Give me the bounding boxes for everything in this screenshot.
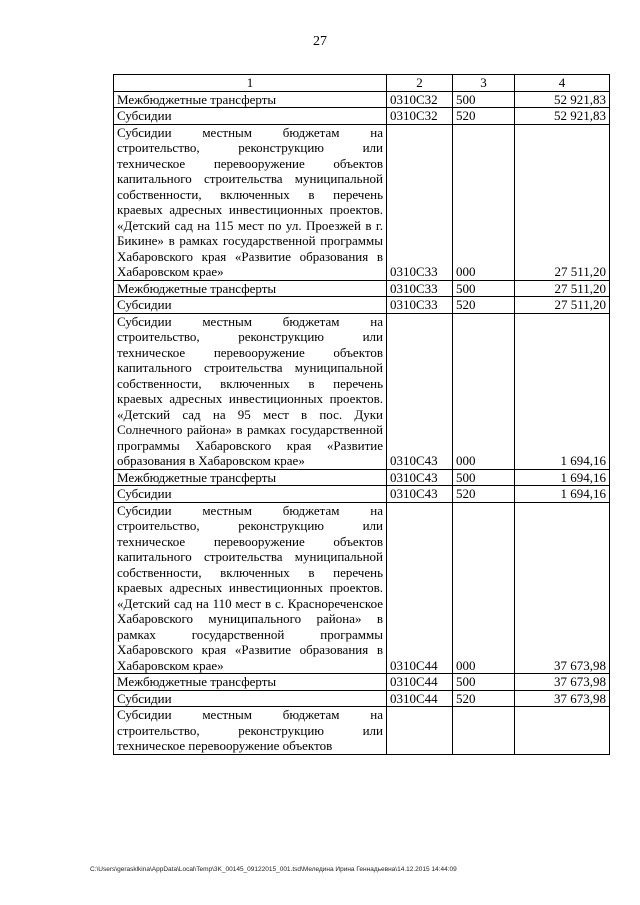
table-row [114, 469, 610, 486]
header-col-1: 1 [114, 75, 387, 92]
row-expense-type-cell: 520 [453, 690, 515, 707]
row-name-cell: Субсидии местным бюджетам на строительство, реконструкцию или техническое перевооружение объектов [114, 707, 387, 755]
row-name-cell: Межбюджетные трансферты [114, 280, 387, 297]
page-number: 27 [313, 34, 327, 49]
table-row [114, 280, 610, 297]
budget-table [113, 74, 610, 755]
row-expense-type-cell: 000 [453, 124, 515, 280]
file-path-footer: C:\Users\gerasklkina\AppData\Local\Temp\3K_00145_09122015_001.tsd\Меледина Ирина Геннадьевна\14.12.2015 14:44:09 [90, 866, 457, 873]
table-row [114, 91, 610, 108]
row-sum-cell: 37 673,98 [515, 502, 610, 674]
row-code-cell [387, 707, 453, 755]
row-sum-cell: 27 511,20 [515, 280, 610, 297]
row-code-cell: 0310С32 [387, 108, 453, 125]
row-expense-type-cell: 500 [453, 91, 515, 108]
row-expense-type-cell: 520 [453, 297, 515, 314]
row-expense-type-cell: 500 [453, 469, 515, 486]
row-code-cell: 0310С44 [387, 674, 453, 691]
row-code-cell: 0310С32 [387, 91, 453, 108]
row-name-cell: Межбюджетные трансферты [114, 674, 387, 691]
row-code-cell: 0310С43 [387, 313, 453, 469]
row-sum-cell [515, 707, 610, 755]
row-sum-cell: 52 921,83 [515, 108, 610, 125]
row-sum-cell: 1 694,16 [515, 486, 610, 503]
row-name-cell: Субсидии [114, 108, 387, 125]
table-row [114, 502, 610, 674]
table-row [114, 486, 610, 503]
row-code-cell: 0310С33 [387, 124, 453, 280]
row-name-cell: Межбюджетные трансферты [114, 91, 387, 108]
row-code-cell: 0310С33 [387, 297, 453, 314]
row-expense-type-cell: 520 [453, 108, 515, 125]
row-expense-type-cell: 500 [453, 674, 515, 691]
row-sum-cell: 37 673,98 [515, 690, 610, 707]
row-sum-cell: 27 511,20 [515, 124, 610, 280]
header-col-4: 4 [515, 75, 610, 92]
row-name-cell: Субсидии местным бюджетам на строительство, реконструкцию или техническое перевооружение объектов капитального строительства муниципальной собственности, включенных в перечень краевых адресных инвестиционных проектов. «Детский сад на 115 мест по ул. Проезжей в г. Бикине» в рамках государственной программы Хабаровского края «Развитие образования в Хабаровском крае» [114, 124, 387, 280]
row-name-cell: Субсидии [114, 486, 387, 503]
row-code-cell: 0310С33 [387, 280, 453, 297]
row-sum-cell: 27 511,20 [515, 297, 610, 314]
row-name-cell: Субсидии [114, 690, 387, 707]
row-expense-type-cell [453, 707, 515, 755]
header-col-2: 2 [387, 75, 453, 92]
row-expense-type-cell: 500 [453, 280, 515, 297]
header-col-3: 3 [453, 75, 515, 92]
row-sum-cell: 1 694,16 [515, 313, 610, 469]
row-name-cell: Субсидии [114, 297, 387, 314]
row-code-cell: 0310С43 [387, 486, 453, 503]
row-code-cell: 0310С44 [387, 502, 453, 674]
row-name-cell: Межбюджетные трансферты [114, 469, 387, 486]
row-code-cell: 0310С44 [387, 690, 453, 707]
table-row [114, 124, 610, 280]
row-sum-cell: 1 694,16 [515, 469, 610, 486]
row-sum-cell: 37 673,98 [515, 674, 610, 691]
row-expense-type-cell: 000 [453, 313, 515, 469]
row-name-cell: Субсидии местным бюджетам на строительство, реконструкцию или техническое перевооружение объектов капитального строительства муниципальной собственности, включенных в перечень краевых адресных инвестиционных проектов. «Детский сад на 110 мест в с. Краснореченское Хабаровского муниципального района» в рамках государственной программы Хабаровского края «Развитие образования в Хабаровском крае» [114, 502, 387, 674]
table-row [114, 690, 610, 707]
row-expense-type-cell: 520 [453, 486, 515, 503]
row-name-cell: Субсидии местным бюджетам на строительство, реконструкцию или техническое перевооружение объектов капитального строительства муниципальной собственности, включенных в перечень краевых адресных инвестиционных проектов. «Детский сад на 95 мест в пос. Дуки Солнечного района» в рамках государственной программы Хабаровского края «Развитие образования в Хабаровском крае» [114, 313, 387, 469]
table-row [114, 313, 610, 469]
table-header-row [114, 75, 610, 92]
table-row [114, 108, 610, 125]
table-row [114, 707, 610, 755]
row-expense-type-cell: 000 [453, 502, 515, 674]
table-body [114, 91, 610, 754]
table-row [114, 674, 610, 691]
row-code-cell: 0310С43 [387, 469, 453, 486]
table-row [114, 297, 610, 314]
row-sum-cell: 52 921,83 [515, 91, 610, 108]
